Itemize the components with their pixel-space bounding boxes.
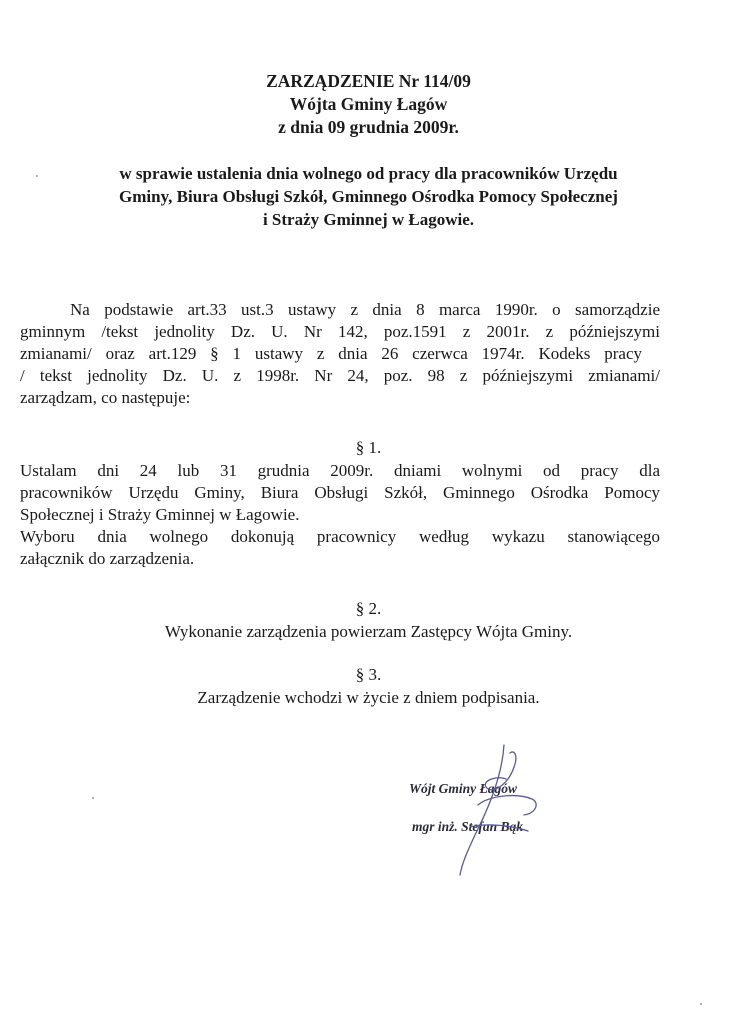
subject-line-2: Gminy, Biura Obsługi Szkół, Gminnego Ośrodka Pomocy Społecznej: [119, 187, 618, 206]
stamp-title: Wójt Gminy Łagów: [409, 781, 518, 796]
stamp-name: mgr inż. Stefan Bąk: [412, 819, 524, 834]
section-1-line-1: Ustalam dni 24 lub 31 grudnia 2009r. dniami wolnymi od pracy dla: [20, 461, 660, 480]
subject-line-1: w sprawie ustalenia dnia wolnego od pracy dla pracowników Urzędu: [119, 164, 618, 183]
scan-speck: [700, 1003, 702, 1005]
section-1-heading: § 1.: [355, 438, 382, 457]
section-2-text: Wykonanie zarządzenia powierzam Zastępcy Wójta Gminy.: [164, 622, 573, 641]
scan-speck: [92, 797, 94, 799]
ordinance-number: ZARZĄDZENIE Nr 114/09: [266, 71, 471, 91]
preamble-line-2: gminnym /tekst jednolity Dz. U. Nr 142, poz.1591 z 2001r. z późniejszymi: [20, 322, 660, 341]
section-1-line-4: Wyboru dnia wolnego dokonują pracownicy według wykazu stanowiącego: [20, 527, 660, 546]
section-1-line-3: Społecznej i Straży Gminnej w Łagowie.: [20, 505, 300, 524]
section-1-line-2: pracowników Urzędu Gminy, Biura Obsługi Szkół, Gminnego Ośrodka Pomocy: [20, 483, 660, 502]
issue-date: z dnia 09 grudnia 2009r.: [278, 117, 459, 137]
handwritten-signature: [440, 735, 550, 885]
document-title-block: [0, 70, 737, 139]
subject-block: [0, 162, 737, 231]
issuing-authority: Wójta Gminy Łagów: [289, 94, 448, 114]
preamble-line-1: Na podstawie art.33 ust.3 ustawy z dnia 8 marca 1990r. o samorządzie: [70, 300, 660, 319]
section-3-heading: § 3.: [355, 665, 382, 684]
scan-speck: [36, 175, 38, 177]
subject-line-3: i Straży Gminnej w Łagowie.: [262, 210, 475, 229]
preamble-line-4: / tekst jednolity Dz. U. z 1998r. Nr 24, poz. 98 z późniejszymi zmianami/: [20, 366, 660, 385]
section-1-line-5: załącznik do zarządzenia.: [20, 549, 195, 568]
section-3-text: Zarządzenie wchodzi w życie z dniem podpisania.: [197, 688, 540, 707]
section-2-heading: § 2.: [355, 599, 382, 618]
preamble-line-5: zarządzam, co następuje:: [20, 388, 191, 407]
preamble-line-3: zmianami/ oraz art.129 § 1 ustawy z dnia 26 czerwca 1974r. Kodeks pracy: [20, 344, 642, 363]
